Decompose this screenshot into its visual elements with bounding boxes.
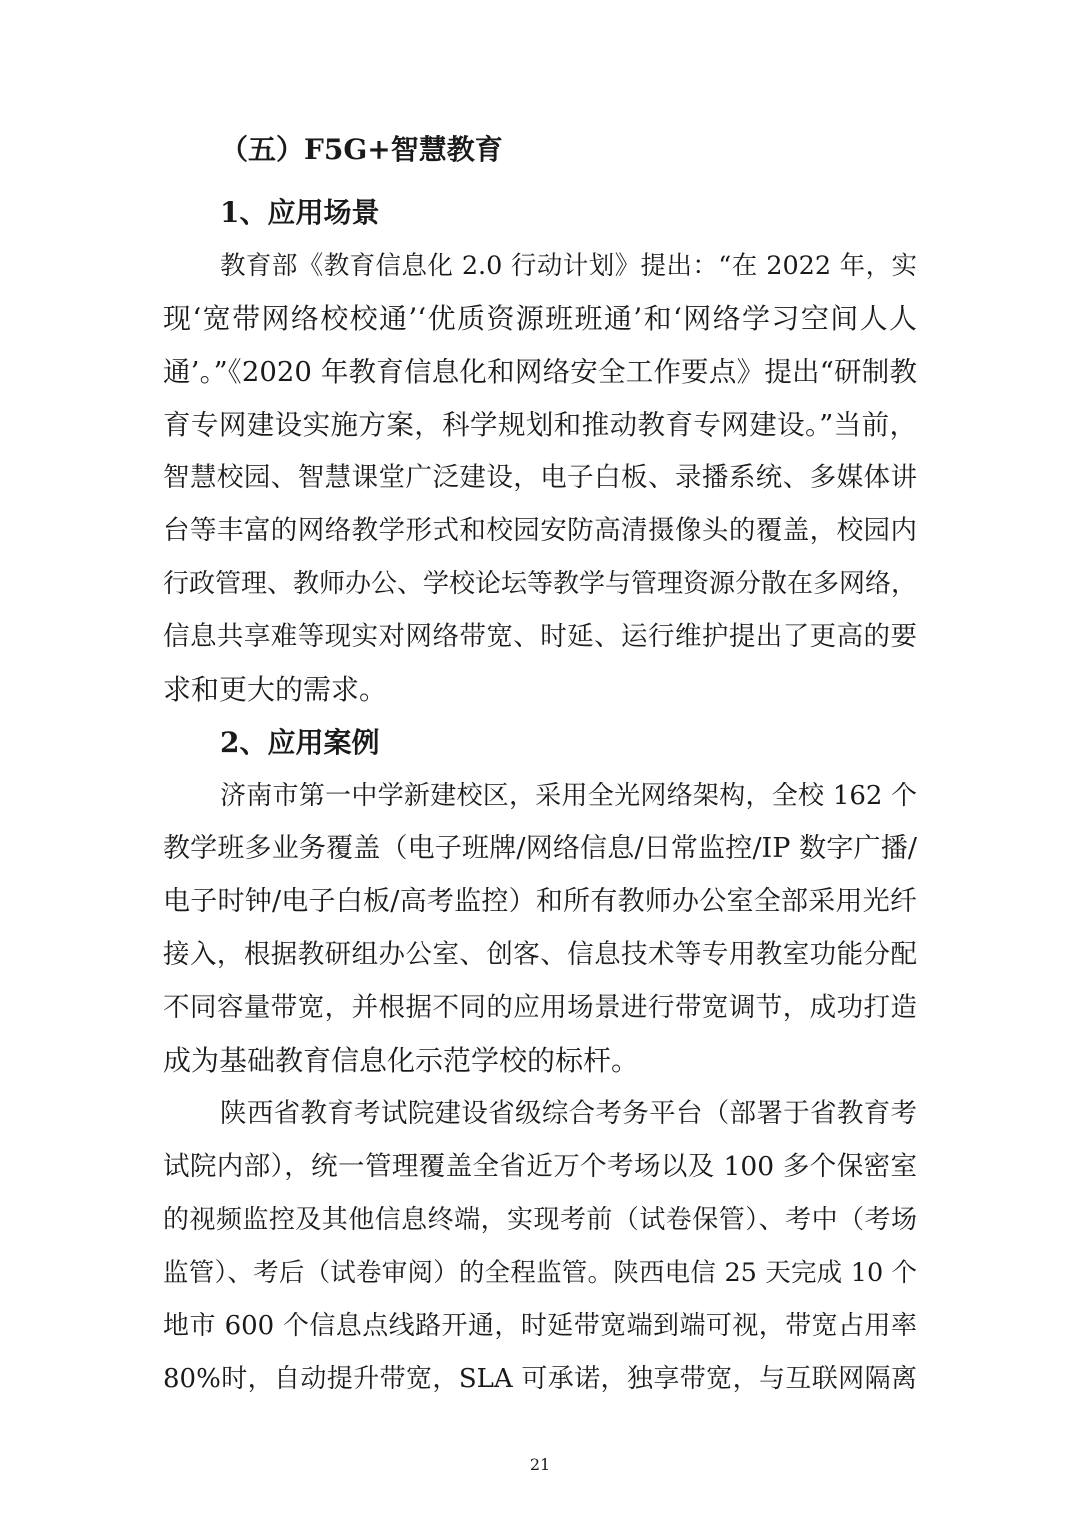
text-line: 教学班多业务覆盖（电子班牌/网络信息/日常监控/IP 数字广播/ — [163, 833, 917, 864]
text-line: 成为基础教育信息化示范学校的标杆。 — [163, 1044, 640, 1077]
text-line: 济南市第一中学新建校区，采用全光网络架构，全校 162 个 — [220, 781, 917, 811]
text-line: 信息共享难等现实对网络带宽、时延、运行维护提出了更高的要 — [163, 621, 917, 652]
text-line: 试院内部），统一管理覆盖全省近万个考场以及 100 多个保密室 — [163, 1151, 917, 1182]
text-line: 台等丰富的网络教学形式和校园安防高清摄像头的覆盖，校园内 — [163, 515, 917, 546]
subsection-heading-scenario: 1、应用场景 — [220, 196, 380, 229]
text-line: 的视频监控及其他信息终端，实现考前（试卷保管）、考中（考场 — [163, 1205, 917, 1235]
text-line: 行政管理、教师办公、学校论坛等教学与管理资源分散在多网络， — [163, 569, 918, 599]
text-line: 智慧校园、智慧课堂广泛建设，电子白板、录播系统、多媒体讲 — [163, 462, 917, 493]
page-number: 21 — [529, 1455, 551, 1474]
text-line: 监管）、考后（试卷审阅）的全程监管。陕西电信 25 天完成 10 个 — [163, 1258, 917, 1288]
text-line: 现‘宽带网络校校通’‘优质资源班班通’和‘网络学习空间人人 — [163, 302, 917, 335]
text-line: 陕西省教育考试院建设省级综合考务平台（部署于省教育考 — [220, 1098, 917, 1129]
text-line: 求和更大的需求。 — [163, 673, 388, 706]
text-line: 教育部《教育信息化 2.0 行动计划》提出：“在 2022 年，实 — [220, 251, 917, 281]
subsection-heading-case: 2、应用案例 — [220, 726, 380, 759]
text-line: 接入，根据教研组办公室、创客、信息技术等专用教室功能分配 — [163, 939, 917, 970]
text-line: 80%时，自动提升带宽，SLA 可承诺，独享带宽，与互联网隔离 — [163, 1364, 917, 1394]
text-line: 电子时钟/电子白板/高考监控）和所有教师办公室全部采用光纤 — [163, 886, 917, 917]
text-line: 地市 600 个信息点线路开通，时延带宽端到端可视，带宽占用率 — [163, 1311, 917, 1341]
text-line: 育专网建设实施方案，科学规划和推动教育专网建设。”当前， — [163, 409, 917, 441]
text-line: 不同容量带宽，并根据不同的应用场景进行带宽调节，成功打造 — [163, 992, 917, 1023]
section-title: （五）F5G+智慧教育 — [220, 133, 503, 166]
text-line: 通’。”《2020 年教育信息化和网络安全工作要点》提出“研制教 — [163, 356, 917, 388]
